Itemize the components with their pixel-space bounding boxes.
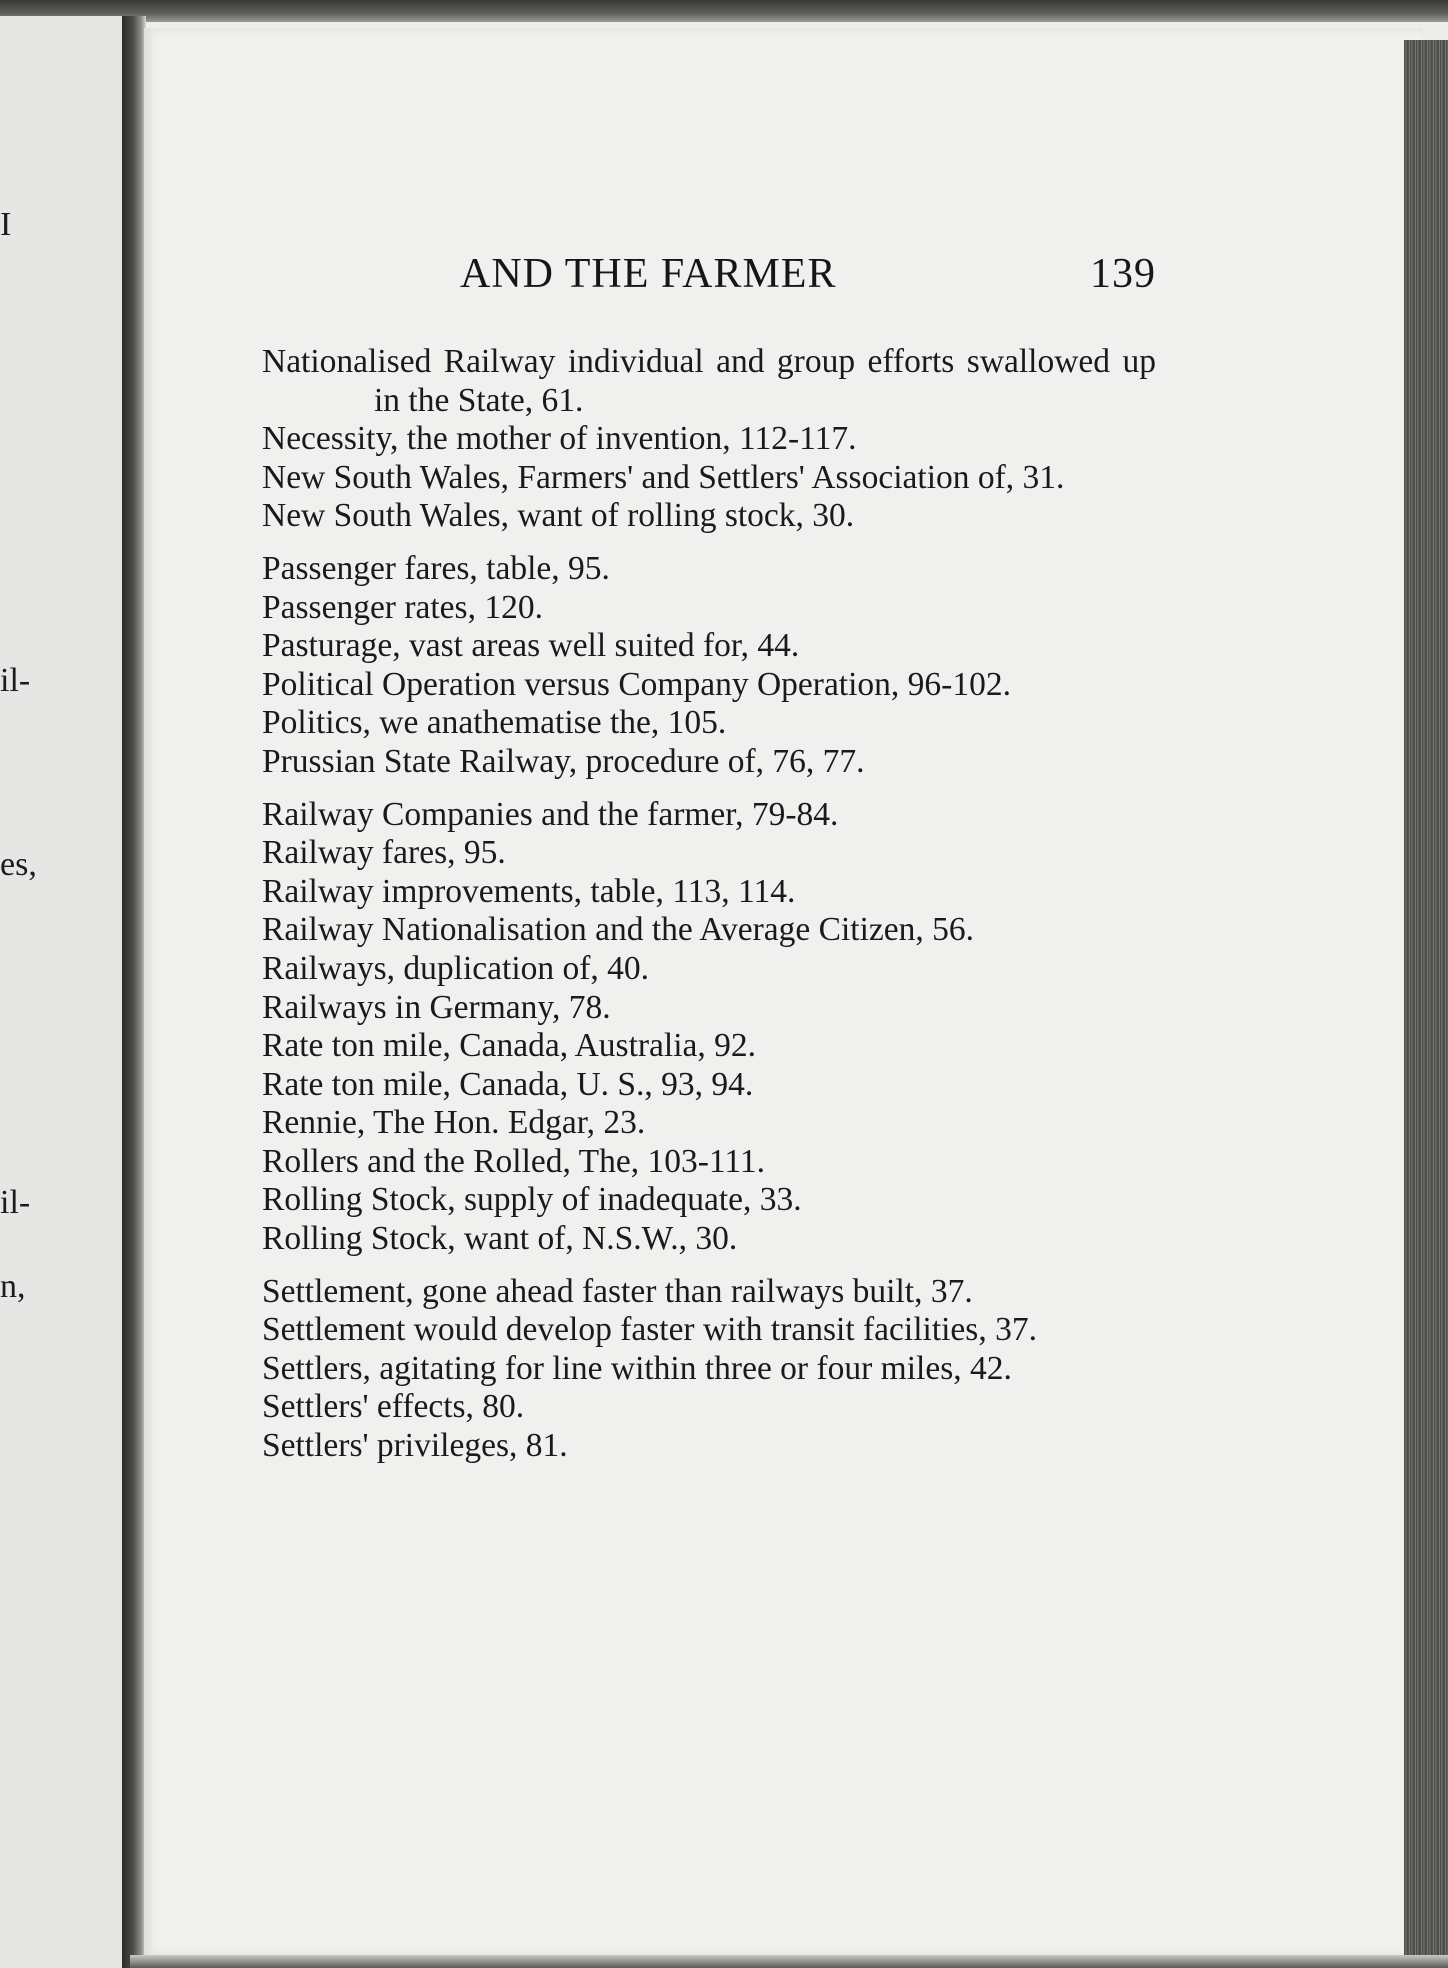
index-entry: Railway improvements, table, 113, 114. [262,872,796,910]
index-entry: Prussian State Railway, procedure of, 76, 77. [262,742,865,780]
index-entry: Settlers, agitating for line within three or four miles, 42. [262,1349,1012,1387]
index-entry: Rate ton mile, Canada, Australia, 92. [262,1027,757,1065]
running-head-title: AND THE FARMER [460,251,837,297]
book-top-edge [0,0,1448,22]
index-entry: Passenger fares, table, 95. [262,549,610,587]
index-entry: Railway Companies and the farmer, 79-84. [262,795,839,833]
running-head [460,250,1156,300]
index-entry: Political Operation versus Company Operation, 96-102. [262,665,1011,703]
book-right-edge [1404,40,1448,1968]
index-entry: Pasturage, vast areas well suited for, 44. [262,627,800,665]
index-entry: Rennie, The Hon. Edgar, 23. [262,1104,646,1142]
index-entry: Nationalised Railway individual and group efforts swallowed up in the State, 61. [262,343,1156,419]
index-entry: Rolling Stock, want of, N.S.W., 30. [262,1220,738,1258]
index-entry: Rollers and the Rolled, The, 103-111. [262,1142,766,1180]
left-page-edge [0,16,126,1968]
book-gutter-shadow [122,16,146,1968]
index-entry: Rolling Stock, supply of inadequate, 33. [262,1181,802,1219]
index-entry: Settlement would develop faster with transit facilities, 37. [262,1311,1037,1349]
left-page-fragment: es, [0,846,37,883]
index-entry: Rate ton mile, Canada, U. S., 93, 94. [262,1065,754,1103]
index-entry: Railway Nationalisation and the Average Citizen, 56. [262,911,974,949]
index-entry: Railways in Germany, 78. [262,988,611,1026]
left-page-fragment: n, [0,1268,26,1305]
book-bottom-edge [130,1955,1448,1968]
index-entry: Settlers' privileges, 81. [262,1427,568,1465]
index-entry: Settlement, gone ahead faster than railways built, 37. [262,1272,973,1310]
page-number: 139 [1090,251,1156,297]
index-entry: Railway fares, 95. [262,834,506,872]
index-entry: Settlers' effects, 80. [262,1388,525,1426]
left-page-fragment: il- [0,662,31,699]
index-entry: New South Wales, Farmers' and Settlers' Association of, 31. [262,458,1065,496]
index-entry: Railways, duplication of, 40. [262,949,650,987]
index-entry: Politics, we anathematise the, 105. [262,704,727,742]
left-page-fragment: I [0,206,12,243]
index-entry: Necessity, the mother of invention, 112-117. [262,420,857,458]
index-entries [262,343,1156,1466]
index-entry: Passenger rates, 120. [262,588,543,626]
index-entry: New South Wales, want of rolling stock, 30. [262,497,855,535]
left-page-fragment: il- [0,1184,31,1221]
